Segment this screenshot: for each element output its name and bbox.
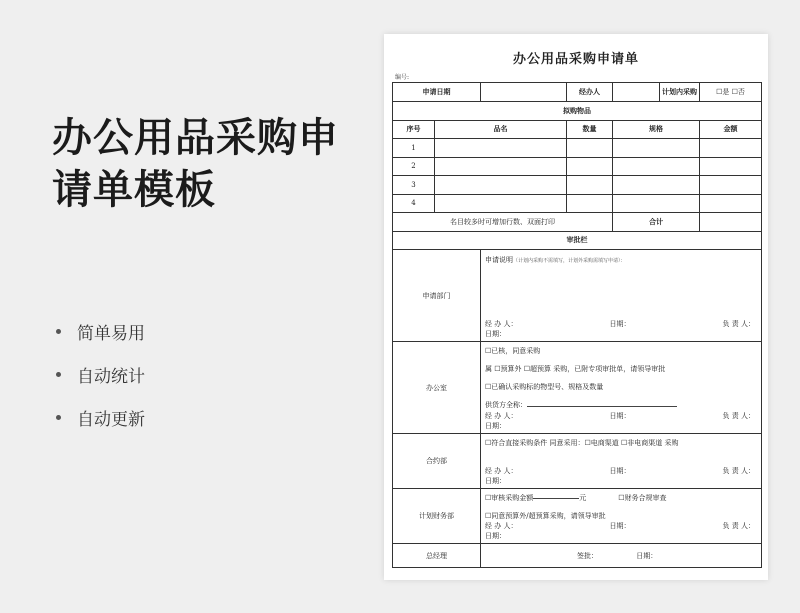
handler-label: 经办人 <box>567 83 613 102</box>
owner-label: 负 责 人： <box>722 320 755 328</box>
office-option-approve[interactable]: ☐已核，同意采购 <box>485 347 541 355</box>
amount-cell[interactable] <box>700 176 762 195</box>
spec-cell[interactable] <box>613 194 700 213</box>
amount-cell[interactable] <box>700 157 762 176</box>
finance-budget-option[interactable]: ☐同意预算外/超预算采购，请领导审批 <box>485 512 606 520</box>
apply-date-value <box>481 83 567 102</box>
total-value[interactable] <box>700 213 762 232</box>
owner-label: 负 责 人： <box>722 467 755 475</box>
document-number-label: 编号: <box>395 74 410 81</box>
date-label: 日期： <box>609 522 631 530</box>
date-label: 日期： <box>485 477 506 485</box>
bullet-icon <box>56 415 61 420</box>
total-row <box>393 213 762 232</box>
supplier-input[interactable] <box>527 401 677 407</box>
spec-cell[interactable] <box>613 139 700 158</box>
feature-list <box>56 310 145 439</box>
yes-no-checkbox[interactable]: ☐是 ☐否 <box>700 83 762 102</box>
date-label: 日期： <box>609 412 631 420</box>
table-row <box>393 139 762 158</box>
row-number: 1 <box>393 139 435 158</box>
quantity-cell[interactable] <box>567 176 613 195</box>
row-number: 4 <box>393 194 435 213</box>
document-title: 办公用品采购申请单 <box>512 52 639 67</box>
office-option-confirm[interactable]: ☐已确认采购标的物型号、规格及数量 <box>485 383 604 391</box>
dept-label: 申请部门 <box>393 250 481 342</box>
gm-label: 总经理 <box>393 544 481 568</box>
handler-label: 经 办 人： <box>485 320 518 328</box>
goods-section-title: 拟购物品 <box>393 102 762 121</box>
spec-cell[interactable] <box>613 176 700 195</box>
handler-label: 经 办 人： <box>485 412 518 420</box>
finance-compliance-option[interactable]: ☐财务合规审查 <box>618 494 667 502</box>
table-row <box>393 194 762 213</box>
contract-approval-cell[interactable] <box>481 434 762 489</box>
office-option-budget[interactable]: 属 ☐预算外 ☐超预算 采购，已附专项审批单，请领导审批 <box>485 365 666 373</box>
handler-value <box>613 83 700 102</box>
purchase-form-table <box>392 82 762 568</box>
total-label: 合计 <box>613 213 700 232</box>
bullet-icon <box>56 372 61 377</box>
item-name-cell[interactable] <box>435 139 567 158</box>
item-name-cell[interactable] <box>435 157 567 176</box>
date-label: 日期： <box>609 467 631 475</box>
feature-item <box>56 310 145 353</box>
amount-cell[interactable] <box>700 139 762 158</box>
office-approval-cell[interactable] <box>481 342 762 434</box>
owner-label: 负 责 人： <box>722 412 755 420</box>
row-number: 2 <box>393 157 435 176</box>
dept-desc-label: 申请说明 <box>485 256 513 264</box>
office-approval-row <box>393 342 762 434</box>
contract-label: 合约部 <box>393 434 481 489</box>
finance-approval-row <box>393 489 762 544</box>
approval-section-title: 审批栏 <box>393 231 762 250</box>
date-label: 日期： <box>485 330 506 338</box>
document-preview <box>384 34 768 580</box>
finance-amount-option[interactable]: ☐审核采购金额 <box>485 494 534 502</box>
handler-label: 经 办 人： <box>485 467 518 475</box>
item-name-cell[interactable] <box>435 176 567 195</box>
finance-label: 计划财务部 <box>393 489 481 544</box>
owner-label: 负 责 人： <box>722 522 755 530</box>
finance-approval-cell[interactable] <box>481 489 762 544</box>
quantity-cell[interactable] <box>567 139 613 158</box>
office-label: 办公室 <box>393 342 481 434</box>
note-text: 名目较多时可增加行数、双面打印 <box>393 213 613 232</box>
quantity-cell[interactable] <box>567 157 613 176</box>
form-header-row <box>393 83 762 102</box>
feature-item <box>56 353 145 396</box>
gm-approval-cell[interactable] <box>481 544 762 568</box>
dept-desc-hint: （计划内采购不需填写，计划外采购需填写申请）： <box>513 258 626 264</box>
currency-unit: 元 <box>579 494 587 502</box>
apply-date-label: 申请日期 <box>393 83 481 102</box>
col-header: 品名 <box>435 120 567 139</box>
table-row <box>393 176 762 195</box>
amount-input[interactable] <box>533 493 579 499</box>
in-plan-label: 计划内采购 <box>662 87 697 96</box>
col-header: 序号 <box>393 120 435 139</box>
feature-item <box>56 396 145 439</box>
dept-approval-cell[interactable] <box>481 250 762 342</box>
feature-label: 自动更新 <box>77 410 145 430</box>
gm-sign-label: 签批： <box>577 551 598 560</box>
bullet-icon <box>56 329 61 334</box>
spec-cell[interactable] <box>613 157 700 176</box>
col-header: 金额 <box>700 120 762 139</box>
gm-date-label: 日期： <box>636 551 658 560</box>
amount-cell[interactable] <box>700 194 762 213</box>
feature-label: 自动统计 <box>77 367 145 387</box>
dept-approval-row <box>393 250 762 342</box>
date-label: 日期： <box>485 532 506 540</box>
item-name-cell[interactable] <box>435 194 567 213</box>
date-label: 日期： <box>609 320 631 328</box>
table-row <box>393 157 762 176</box>
col-header: 数量 <box>567 120 613 139</box>
row-number: 3 <box>393 176 435 195</box>
supplier-label: 供货方全称： <box>485 401 527 409</box>
contract-option[interactable]: ☐符合直接采购条件 同意采用：☐电商渠道 ☐非电商渠道 采购 <box>485 439 679 447</box>
date-label: 日期： <box>485 422 506 430</box>
handler-label: 经 办 人： <box>485 522 518 530</box>
contract-approval-row <box>393 434 762 489</box>
feature-label: 简单易用 <box>77 324 145 344</box>
col-header: 规格 <box>613 120 700 139</box>
page-title: 办公用品采购申请单模板 <box>52 115 339 213</box>
quantity-cell[interactable] <box>567 194 613 213</box>
gm-approval-row <box>393 544 762 568</box>
goods-header-row <box>393 120 762 139</box>
